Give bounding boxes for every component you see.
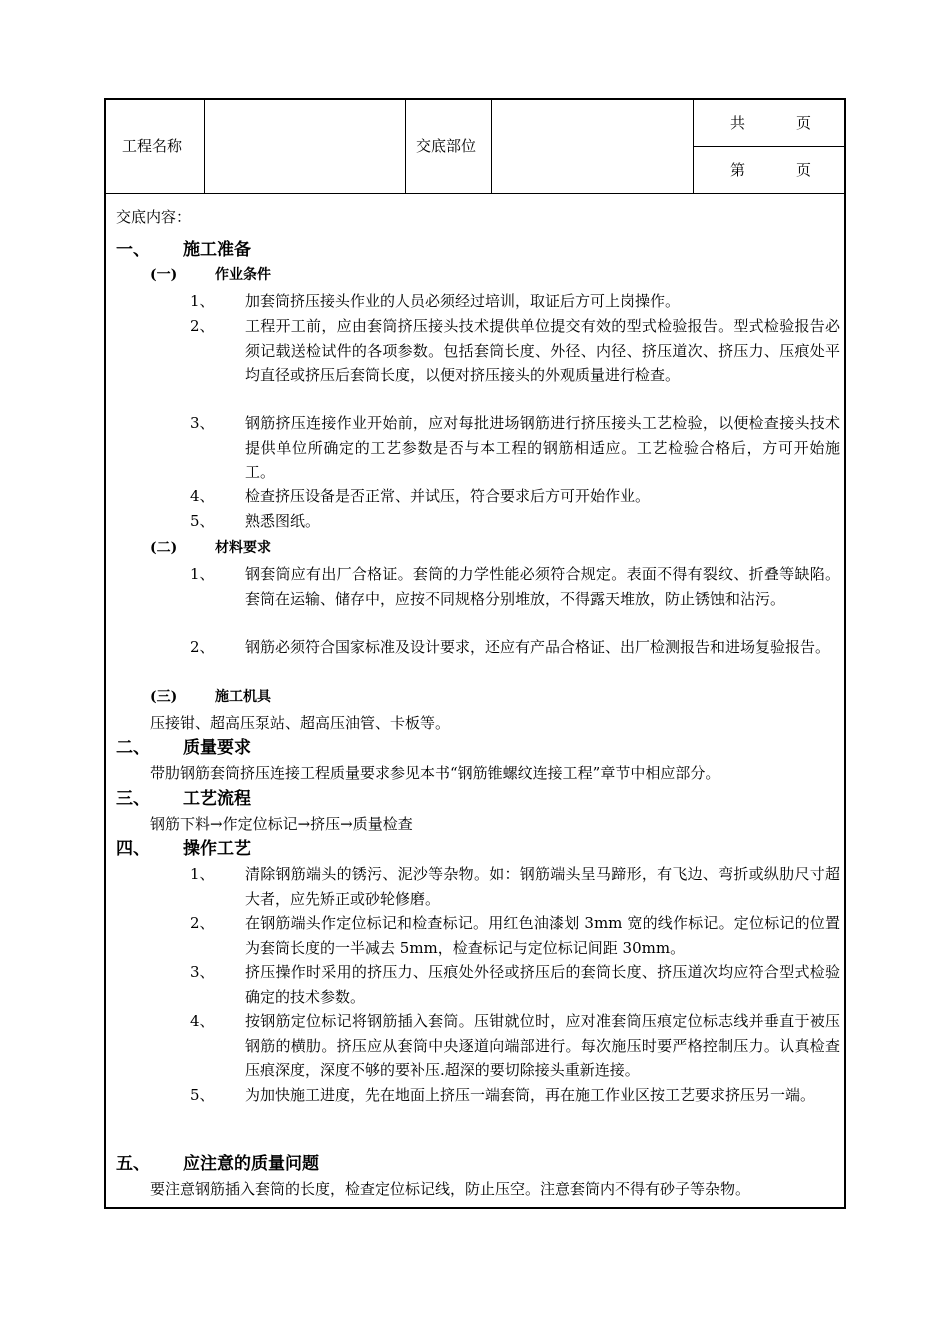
project-name-label: 工程名称 [122, 137, 183, 155]
item-number: 1、 [190, 565, 215, 583]
subsection-title: 作业条件 [215, 267, 271, 283]
subsection-title: 材料要求 [215, 540, 271, 556]
item-number: 5、 [190, 1086, 215, 1104]
item-number: 3、 [190, 963, 215, 981]
item-text: 检查挤压设备是否正常、并试压，符合要求后方可开始作业。 [245, 487, 651, 505]
total-pages-unit: 页 [796, 114, 812, 132]
section-number: 三、 [116, 789, 150, 809]
section-title: 工艺流程 [183, 789, 251, 809]
item-text: 按钢筋定位标记将钢筋插入套筒。压钳就位时，应对准套筒压痕定位标志线并垂直于被压钢筋的横肋。挤压应从套筒中央逐道向端部进行。每次施压时要严格控制压力。认真检查压痕深度，深度不够的要补压.超深的要切除接头重新连接。 [245, 1012, 840, 1079]
section-title: 施工准备 [183, 240, 251, 260]
divider [491, 100, 492, 193]
section-number: 一、 [116, 240, 150, 260]
disclosure-form [104, 98, 846, 1209]
subsection-number: (一) [150, 267, 178, 283]
section-number: 二、 [116, 738, 150, 758]
divider [204, 100, 205, 193]
item-text: 挤压操作时采用的挤压力、压痕处外径或挤压后的套筒长度、挤压道次均应符合型式检验确定的技术参数。 [245, 963, 840, 1006]
item-text: 工程开工前，应由套筒挤压接头技术提供单位提交有效的型式检验报告。型式检验报告必须记载送检试件的各项参数。包括套筒长度、外径、内径、挤压道次、挤压力、压痕处平均直径或挤压后套筒长度，以便对挤压接头的外观质量进行检查。 [245, 317, 840, 384]
paragraph: 带肋钢筋套筒挤压连接工程质量要求参见本书“钢筋锥螺纹连接工程”章节中相应部分。 [150, 764, 721, 782]
item-number: 3、 [190, 414, 215, 432]
paragraph: 要注意钢筋插入套筒的长度，检查定位标记线，防止压空。注意套筒内不得有砂子等杂物。 [150, 1180, 751, 1198]
item-text: 在钢筋端头作定位标记和检查标记。用红色油漆划 3mm 宽的线作标记。定位标记的位置为套筒长度的一半减去 5mm，检查标记与定位标记间距 30mm。 [245, 914, 840, 957]
item-text: 熟悉图纸。 [245, 512, 321, 530]
item-number: 5、 [190, 512, 215, 530]
item-text: 钢筋必须符合国家标准及设计要求，还应有产品合格证、出厂检测报告和进场复验报告。 [245, 638, 831, 656]
section-number: 四、 [116, 839, 150, 859]
total-pages-label: 共 [730, 114, 746, 132]
item-number: 1、 [190, 292, 215, 310]
item-number: 2、 [190, 317, 215, 335]
subsection-number: (二) [150, 540, 178, 556]
item-text: 为加快施工进度，先在地面上挤压一端套筒，再在施工作业区按工艺要求挤压另一端。 [245, 1086, 816, 1104]
subsection-number: (三) [150, 689, 178, 705]
current-page-unit: 页 [796, 161, 812, 179]
section-number: 五、 [116, 1154, 150, 1174]
item-number: 2、 [190, 914, 215, 932]
subsection-title: 施工机具 [215, 689, 271, 705]
paragraph: 钢筋下料→作定位标记→挤压→质量检查 [150, 815, 413, 833]
section-title: 应注意的质量问题 [183, 1154, 319, 1174]
section-title: 操作工艺 [183, 839, 251, 859]
item-number: 4、 [190, 1012, 215, 1030]
form-header [106, 100, 844, 194]
total-pages-cell [694, 100, 844, 146]
item-number: 1、 [190, 865, 215, 883]
current-page-cell [694, 147, 844, 193]
item-text: 清除钢筋端头的锈污、泥沙等杂物。如：钢筋端头呈马蹄形，有飞边、弯折或纵肋尺寸超大者，应先矫正或砂轮修磨。 [245, 865, 840, 908]
divider [405, 100, 406, 193]
disclosure-part-label: 交底部位 [416, 137, 477, 155]
content-label: 交底内容： [116, 208, 192, 226]
item-number: 2、 [190, 638, 215, 656]
item-text: 钢筋挤压连接作业开始前，应对每批进场钢筋进行挤压接头工艺检验，以便检查接头技术提供单位所确定的工艺参数是否与本工程的钢筋相适应。工艺检验合格后，方可开始施工。 [245, 414, 840, 481]
paragraph: 压接钳、超高压泵站、超高压油管、卡板等。 [150, 714, 451, 732]
current-page-label: 第 [730, 161, 746, 179]
item-text: 加套筒挤压接头作业的人员必须经过培训，取证后方可上岗操作。 [245, 292, 681, 310]
section-title: 质量要求 [183, 738, 251, 758]
item-text: 钢套筒应有出厂合格证。套筒的力学性能必须符合规定。表面不得有裂纹、折叠等缺陷。套筒在运输、储存中，应按不同规格分别堆放，不得露天堆放，防止锈蚀和沾污。 [245, 565, 840, 608]
item-number: 4、 [190, 487, 215, 505]
